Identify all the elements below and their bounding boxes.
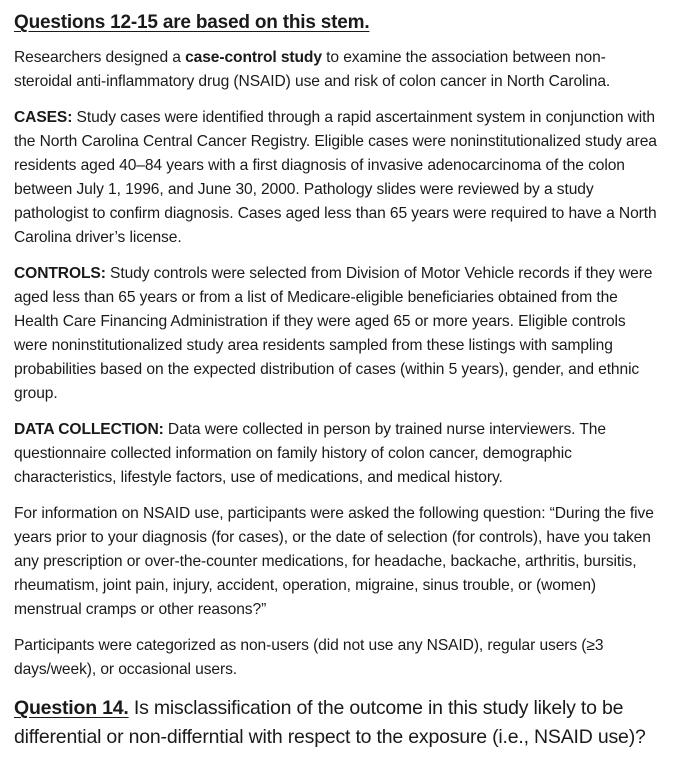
controls-text: Study controls were selected from Division of Motor Vehicle records if they were aged less than 65 years or from a list of Medicare-eligible beneficiaries obtained from the Health Care Financing Administration if they were aged 65 or more years. Eligible controls were noninstitutionalized study area residents sampled from these listings with sampling probabilities based on the expected distribution of cases (within 5 years), gender, and ethnic group. [14,265,653,402]
data-collection-text: Data were collected in person by trained nurse interviewers. The questionnaire collected information on family history of colon cancer, demographic characteristics, lifestyle factors, use of medications, and medical history. [14,421,606,486]
cases-paragraph [14,106,662,250]
data-collection-label: DATA COLLECTION: [14,421,164,438]
cases-label: CASES: [14,109,73,126]
data-collection-paragraph [14,418,662,490]
nsaid-question-paragraph: For information on NSAID use, participants were asked the following question: “During the five years prior to your diagnosis (for cases), or the date of selection (for controls), have you taken any prescription or over-the-counter medications, for headache, backache, arthritis, bursitis, rheumatism, joint pain, injury, accident, operation, migraine, sinus trouble, or (women) menstrual cramps or other reasons?” [14,505,654,618]
question-label: Question 14. [14,697,129,719]
stem-heading: Questions 12-15 are based on this stem. [14,12,370,33]
cases-text: Study cases were identified through a rapid ascertainment system in conjunction with the North Carolina Central Cancer Registry. Eligible cases were noninstitutionalized study area residents aged 40–84 years with a first diagnosis of invasive adenocarcinoma of the colon between July 1, 1996, and June 30, 2000. Pathology slides were reviewed by a study pathologist to confirm diagnosis. Cases aged less than 65 years were required to have a North Carolina driver’s license. [14,109,657,246]
intro-paragraph [14,46,662,94]
intro-text-post: to examine the association between non-steroidal anti-inflammatory drug (NSAID) use and risk of colon cancer in North Carolina. [14,49,611,90]
question-14 [14,694,662,752]
controls-label: CONTROLS: [14,265,106,282]
question-text: Is misclassification of the outcome in this study likely to be differential or non-differntial with respect to the exposure (i.e., NSAID use)? [14,697,646,748]
study-design-term: case-control study [185,49,322,66]
controls-paragraph [14,262,662,406]
intro-text-pre: Researchers designed a [14,49,186,66]
categorization-paragraph: Participants were categorized as non-users (did not use any NSAID), regular users (≥3 days/week), or occasional users. [14,637,604,678]
